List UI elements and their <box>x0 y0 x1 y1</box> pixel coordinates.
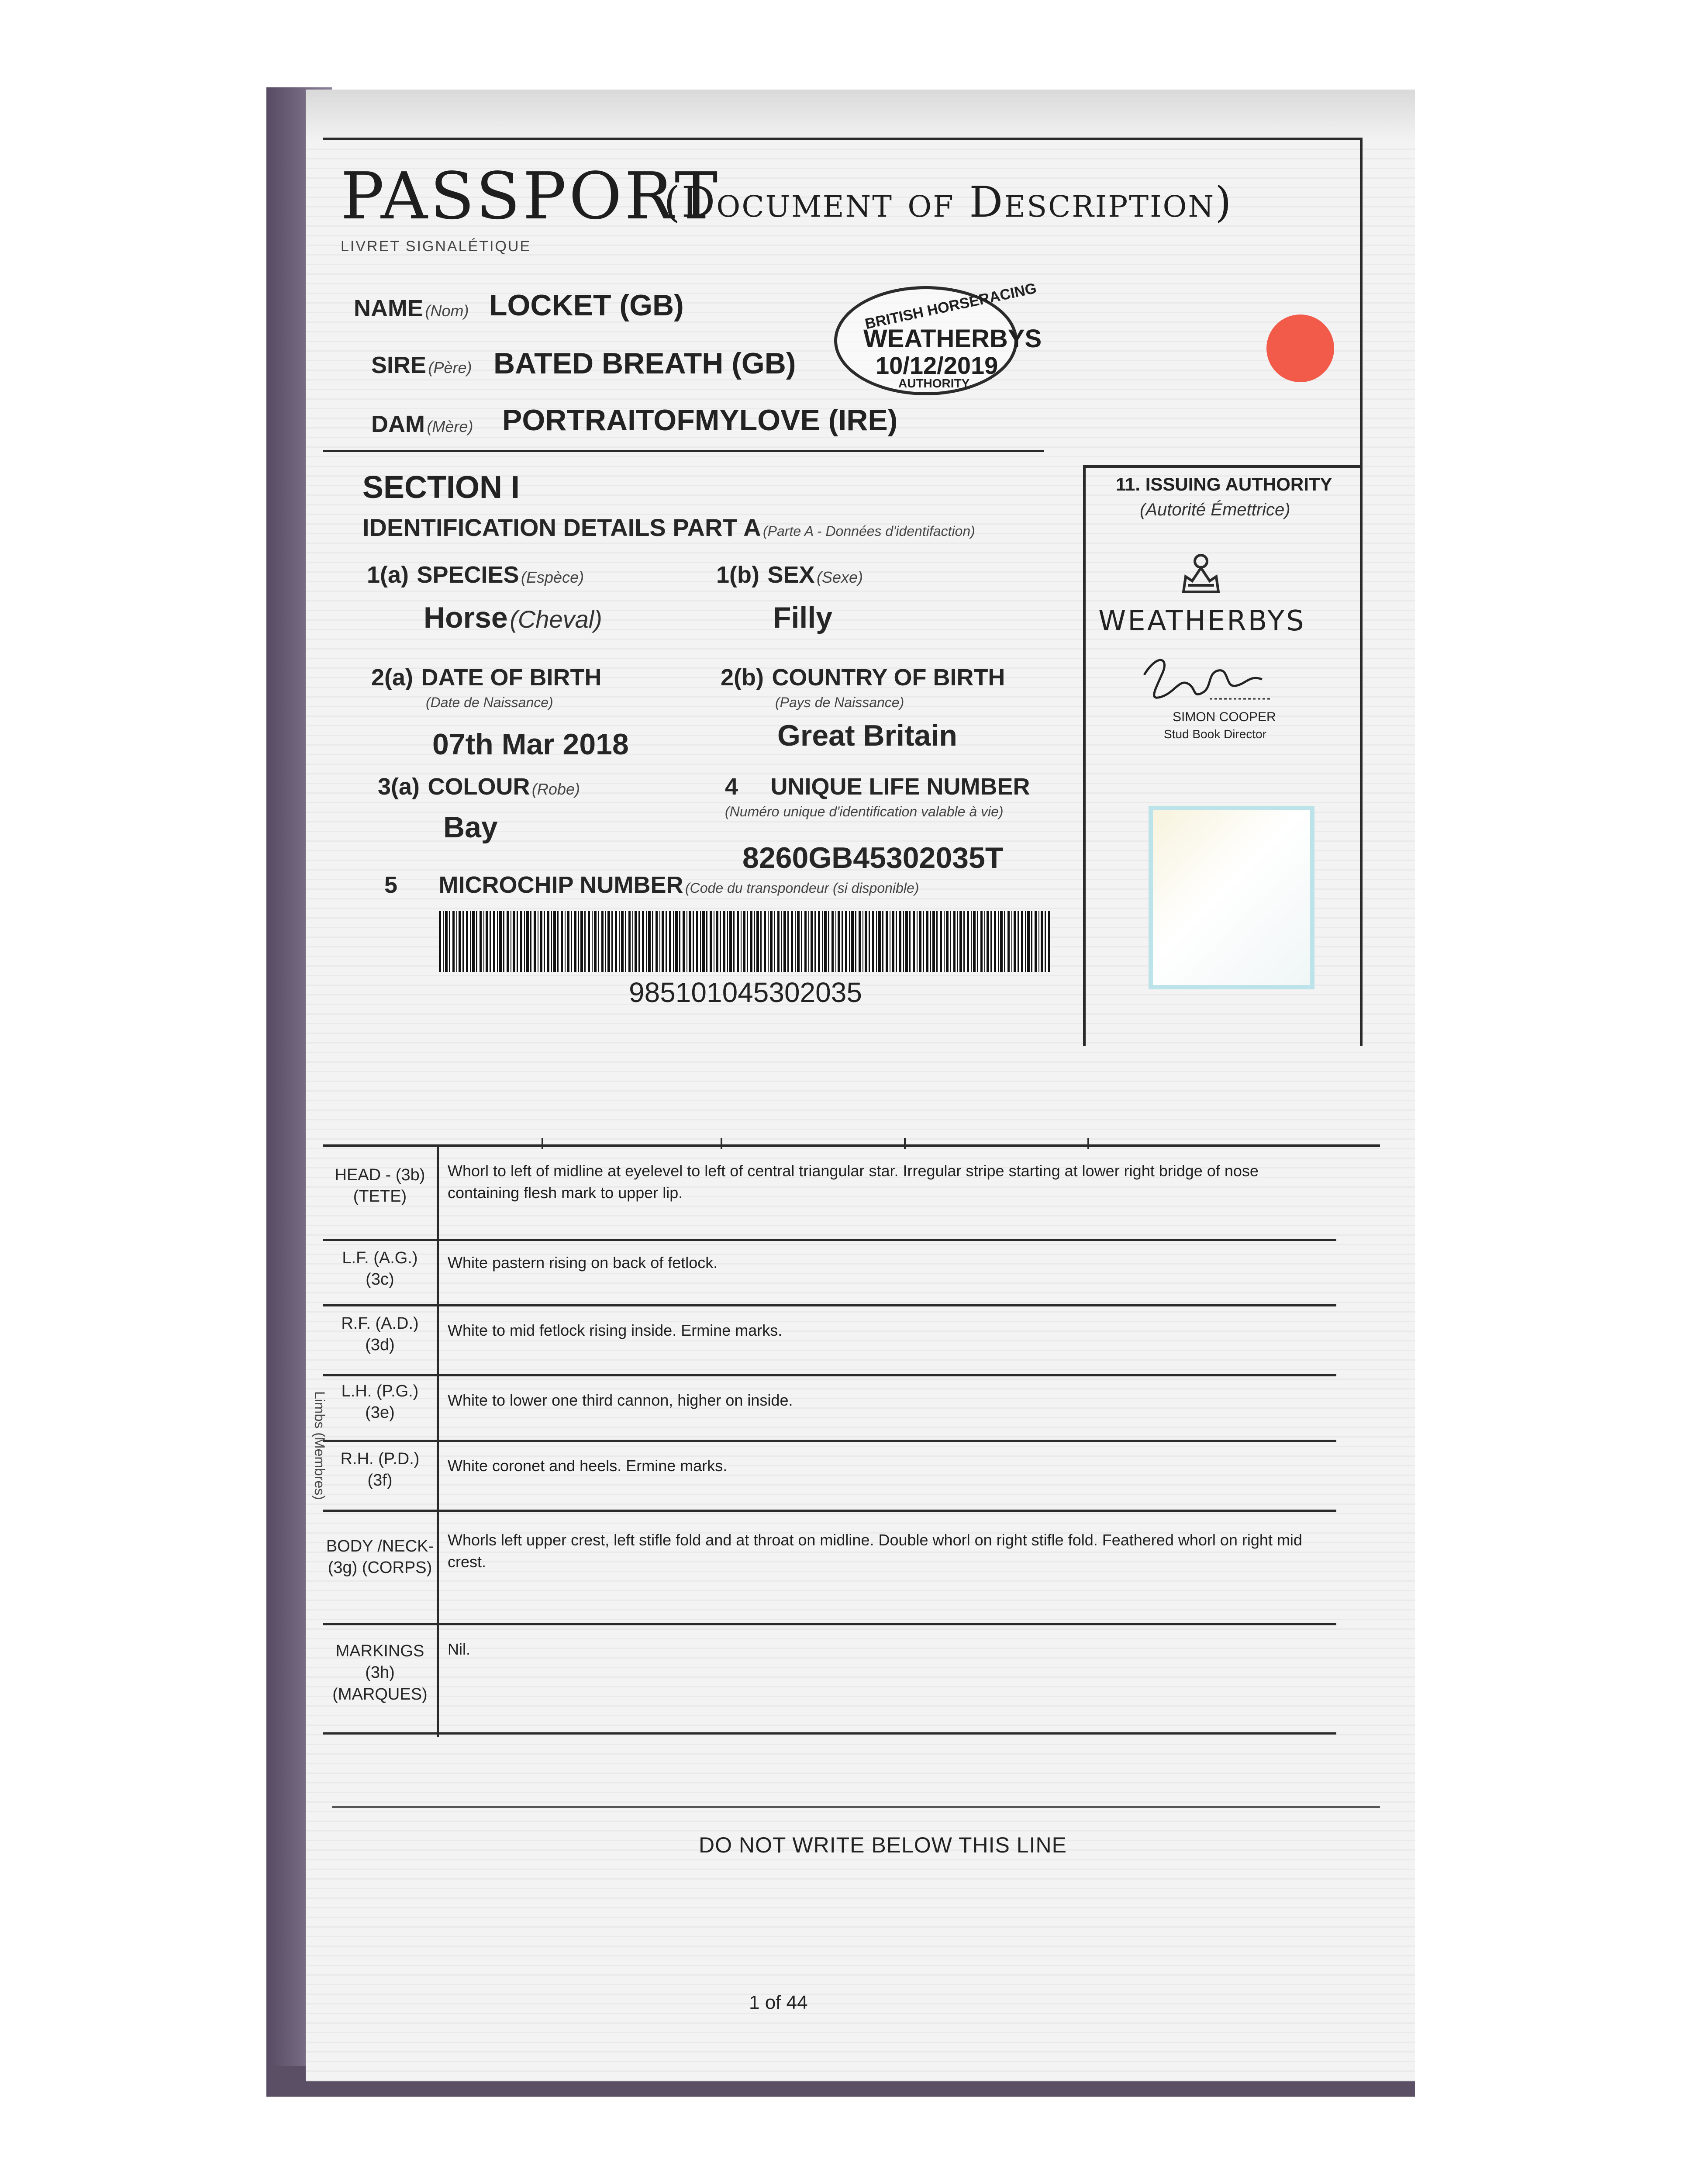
markings-table-divider <box>437 1147 439 1737</box>
stamp-date: 10/12/2019 <box>876 352 998 379</box>
limbs-side-label: Limbs (Membres) <box>312 1391 328 1500</box>
dob-label: DATE OF BIRTH <box>421 664 602 691</box>
marking-label-rh: R.H. (P.D.) (3f) <box>340 1450 420 1490</box>
dam-label-fr: (Mère) <box>427 418 473 435</box>
name-label: NAME <box>354 295 423 321</box>
species-value-row <box>424 601 602 635</box>
marking-text-rh: White coronet and heels. Ermine marks. <box>448 1457 728 1475</box>
page-top-edge <box>306 90 1415 142</box>
colour-label-row <box>378 773 580 800</box>
marking-label-body: BODY /NECK- (3g) (CORPS) <box>326 1537 434 1577</box>
authority-title: 11. ISSUING AUTHORITY <box>1116 474 1332 494</box>
dam-label: DAM <box>371 411 425 437</box>
dam-name: PORTRAITOFMYLOVE (IRE) <box>502 404 898 437</box>
markings-row-line <box>323 1374 1336 1376</box>
markings-row-line <box>323 1440 1336 1442</box>
sire-label-row <box>371 352 472 379</box>
markings-row-line <box>323 1623 1336 1625</box>
uln-value: 8260GB45302035T <box>742 841 1004 874</box>
microchip-number: 5 <box>384 872 398 898</box>
signatory-role: Stud Book Director <box>1164 727 1266 741</box>
colour-number: 3(a) <box>378 774 420 800</box>
sire-name: BATED BREATH (GB) <box>493 347 796 380</box>
sex-number: 1(b) <box>716 562 759 588</box>
sex-label-fr: (Sexe) <box>816 568 863 586</box>
uln-label-row <box>725 773 1030 800</box>
passport-title: PASSPORT <box>341 159 721 234</box>
dam-label-row <box>371 411 473 438</box>
colour-label: COLOUR <box>428 774 530 800</box>
stamp-bottom-text: AUTHORITY <box>898 377 970 390</box>
section-subtitle-fr: (Parte A - Données d'identifaction) <box>763 523 975 539</box>
horse-name: LOCKET (GB) <box>489 289 684 322</box>
section-subtitle-row <box>362 513 975 542</box>
marking-text-markings: Nil. <box>448 1640 470 1658</box>
marking-label-rf: R.F. (A.D.) (3d) <box>341 1314 419 1355</box>
species-value-fr: (Cheval) <box>510 605 602 633</box>
name-label-row <box>354 295 469 322</box>
markings-row-line <box>323 1239 1336 1241</box>
markings-table <box>323 1144 1380 1734</box>
markings-row-line <box>323 1304 1336 1306</box>
marking-label-lh: L.H. (P.G.) (3e) <box>341 1382 419 1422</box>
marking-text-lf: White pastern rising on back of fetlock. <box>448 1254 718 1272</box>
colour-label-fr: (Robe) <box>531 780 580 798</box>
species-label-row <box>367 561 584 588</box>
marking-label-markings: MARKINGS (3h) (MARQUES) <box>332 1642 428 1704</box>
cob-label-row <box>721 664 1005 691</box>
marking-text-head: Whorl to left of midline at eyelevel to left of central triangular star. Irregular stripe starting at lower right bridge of nose containing flesh mark to upper lip. <box>448 1162 1259 1202</box>
cob-value: Great Britain <box>777 719 957 752</box>
weatherbys-stamp <box>834 280 1042 395</box>
cob-label-fr: (Pays de Naissance) <box>775 695 904 710</box>
marking-text-body: Whorls left upper crest, left stifle fold and at throat on midline. Double whorl on right stifle fold. Feathered whorl on right mid crest. <box>448 1531 1302 1571</box>
microchip-value: 985101045302035 <box>629 977 862 1008</box>
dob-value: 07th Mar 2018 <box>432 728 629 761</box>
passport-page <box>306 90 1415 2081</box>
species-value: Horse <box>424 601 508 634</box>
signatory-name: SIMON COOPER <box>1173 710 1276 724</box>
species-label-fr: (Espèce) <box>521 568 584 586</box>
sex-value: Filly <box>773 601 833 634</box>
marking-text-rf: White to mid fetlock rising inside. Ermine marks. <box>448 1321 783 1339</box>
page-number: 1 of 44 <box>749 1992 808 2013</box>
section-subtitle: IDENTIFICATION DETAILS PART A <box>362 514 761 541</box>
dob-number: 2(a) <box>371 664 414 691</box>
markings-row-line <box>323 1510 1336 1512</box>
stamp-top-text: BRITISH HORSERACING <box>863 280 1038 333</box>
marking-text-lh: White to lower one third cannon, higher on inside. <box>448 1391 793 1409</box>
passport-subtitle: (Document of Description) <box>664 178 1233 227</box>
name-section-rule <box>323 450 1044 452</box>
marking-label-lf: L.F. (A.G.) (3c) <box>342 1249 418 1289</box>
sex-label-row <box>716 561 863 588</box>
sex-label: SEX <box>767 562 815 588</box>
colour-value: Bay <box>443 811 498 844</box>
species-label: SPECIES <box>417 562 519 588</box>
microchip-label-row <box>384 871 919 898</box>
dob-label-row <box>371 664 601 691</box>
microchip-barcode <box>439 911 1050 972</box>
do-not-write-rule <box>332 1806 1380 1808</box>
microchip-label: MICROCHIP NUMBER <box>438 872 683 898</box>
marking-label-head: HEAD - (3b) (TETE) <box>335 1166 425 1206</box>
do-not-write-notice: DO NOT WRITE BELOW THIS LINE <box>699 1833 1067 1857</box>
hologram-photo-box <box>1149 806 1314 989</box>
name-label-fr: (Nom) <box>425 302 469 320</box>
markings-row-line <box>323 1732 1336 1735</box>
red-sticker <box>1266 314 1334 382</box>
cob-number: 2(b) <box>721 664 764 691</box>
signature-image <box>1131 649 1280 710</box>
passport-subtitle-fr: LIVRET SIGNALÉTIQUE <box>341 238 531 255</box>
species-number: 1(a) <box>367 562 409 588</box>
dob-label-fr: (Date de Naissance) <box>426 695 553 710</box>
uln-label: UNIQUE LIFE NUMBER <box>770 774 1030 800</box>
section-title: SECTION I <box>362 470 520 505</box>
weatherbys-logo: WEATHERBYS <box>1098 605 1306 637</box>
cob-label: COUNTRY OF BIRTH <box>772 664 1005 691</box>
authority-title-fr: (Autorité Émettrice) <box>1140 500 1290 519</box>
microchip-label-fr: (Code du transpondeur (si disponible) <box>685 880 919 896</box>
uln-label-fr: (Numéro unique d'identification valable à vie) <box>725 804 1004 819</box>
uln-number: 4 <box>725 774 738 800</box>
sire-label-fr: (Père) <box>428 359 472 377</box>
sire-label: SIRE <box>371 352 427 378</box>
weatherbys-crest-icon <box>1177 550 1225 598</box>
stamp-middle-text: WEATHERBYS <box>863 325 1042 353</box>
